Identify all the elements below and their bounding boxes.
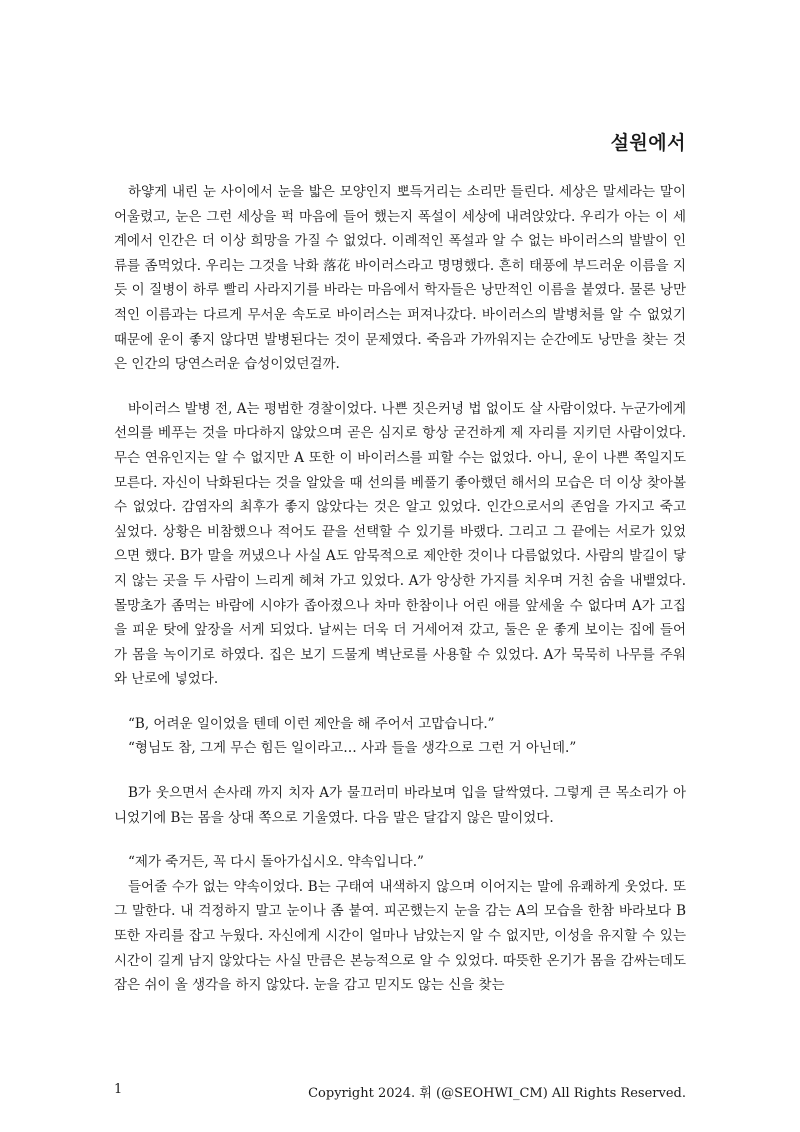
- paragraph: B가 웃으면서 손사래 까지 치자 A가 물끄러미 바라보며 입을 달싹였다. 그렇게 큰 목소리가 아니었기에 B는 몸을 상대 쪽으로 기울였다. 다음 말은 달갑지 않은 말이었다.: [114, 785, 686, 826]
- dialogue-line: “제가 죽거든, 꼭 다시 돌아가십시오. 약속입니다.”: [128, 854, 424, 871]
- document-title: 설원에서: [610, 132, 686, 154]
- page-number: 1: [114, 1082, 123, 1097]
- paragraph: 하얗게 내린 눈 사이에서 눈을 밟은 모양인지 뽀득거리는 소리만 들린다. 세상은 말세라는 말이 어울렸고, 눈은 그런 세상을 퍽 마음에 들어 했는지 폭설이 세상에 내려앉았다. 우리가 아는 이 세계에서 인간은 더 이상 희망을 가질 수 없었다. 이례적인 폭설과 알 수 없는 바이러스의 발발이 인류를 좀먹었다. 우리는 그것을 낙화 落花 바이러스라고 명명했다. 흔히 태풍에 부드러운 이름을 지듯 이 질병이 하루 빨리 사라지기를 바라는 마음에서 학자들은 낭만적인 이름을 붙였다. 물론 낭만적인 이름과는 다르게 무서운 속도로 바이러스는 퍼져나갔다. 바이러스의 발병처를 알 수 없었기 때문에 운이 좋지 않다면 발병된다는 것이 문제였다. 죽음과 가까워지는 순간에도 낭만을 찾는 것은 인간의 당연스러운 습성이었던걸까.: [114, 184, 686, 373]
- dialogue-line: “형님도 참, 그게 무슨 힘든 일이라고… 사과 들을 생각으로 그런 거 아닌데.”: [128, 740, 577, 757]
- paragraph: 바이러스 발병 전, A는 평범한 경찰이었다. 나쁜 짓은커녕 법 없이도 살 사람이었다. 누군가에게 선의를 베푸는 것을 마다하지 않았으며 곧은 심지로 항상 굳건하게 제 자리를 지키던 사람이었다. 무슨 연유인지는 알 수 없지만 A 또한 이 바이러스를 피할 수는 없었다. 아니, 운이 나쁜 쪽일지도 모른다. 자신이 낙화된다는 것을 알았을 때 선의를 베풀기 좋아했던 해서의 모습은 더 이상 찾아볼 수 없었다. 감염자의 최후가 좋지 않았다는 것은 알고 있었다. 인간으로서의 존엄을 가지고 죽고 싶었다. 상황은 비참했으나 적어도 끝을 선택할 수 있기를 바랬다. 그리고 그 끝에는 서로가 있었으면 했다. B가 말을 꺼냈으나 사실 A도 암묵적으로 제안한 것이나 다름없었다. 사람의 발길이 닿지 않는 곳을 두 사람이 느리게 헤쳐 가고 있었다. A가 앙상한 가지를 치우며 거친 숨을 내뱉었다. 몰망초가 좀먹는 바람에 시야가 좁아졌으나 차마 한참이나 어린 애를 앞세울 수 없다며 A가 고집을 피운 탓에 앞장을 서게 되었다. 날씨는 더욱 더 거세어져 갔고, 둘은 운 좋게 보이는 집에 들어가 몸을 녹이기로 하였다. 집은 보기 드물게 벽난로를 사용할 수 있었다. A가 묵묵히 나무를 주워와 난로에 넣었다.: [114, 400, 686, 688]
- paragraph: 들어줄 수가 없는 약속이었다. B는 구태여 내색하지 않으며 이어지는 말에 유쾌하게 웃었다. 또 그 말한다. 내 걱정하지 말고 눈이나 좀 붙여. 피곤했는지 눈을 감는 A의 모습을 한참 바라보다 B 또한 자리를 잡고 누웠다. 자신에게 시간이 얼마나 남았는지 알 수 없지만, 이성을 유지할 수 있는 시간이 길게 남지 않았다는 사실 만큼은 본능적으로 알 수 있었다. 따뜻한 온기가 몸을 감싸는데도 잠은 쉬이 올 생각을 하지 않았다. 눈을 감고 믿지도 않는 신을 찾는: [114, 878, 686, 994]
- copyright-notice: Copyright 2024. 휘 (@SEOHWI_CM) All Rights Reserved.: [308, 1086, 686, 1101]
- dialogue-line: “B, 어려운 일이었을 텐데 이런 제안을 해 주어서 고맙습니다.”: [128, 715, 495, 732]
- body-text: [114, 180, 686, 998]
